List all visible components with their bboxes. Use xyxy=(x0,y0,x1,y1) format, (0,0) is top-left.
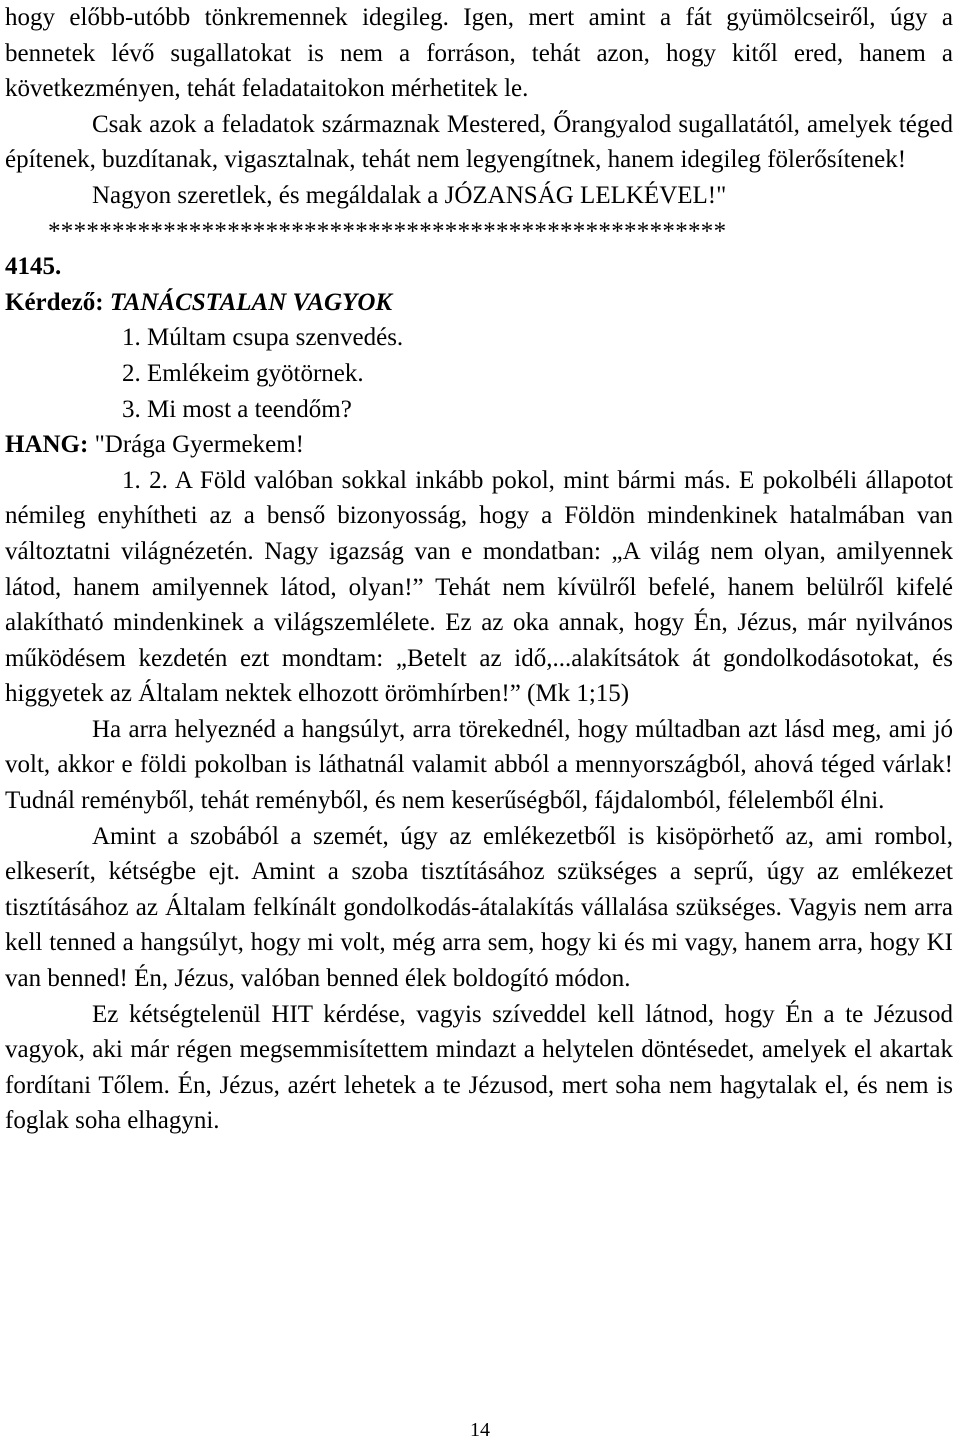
question-item: 2. Emlékeim gyötörnek. xyxy=(122,359,364,387)
answer-paragraph: Amint a szobából a szemét, úgy az emlékezetből is kisöpörhető az, ami rombol, elkeserít, kétségbe ejt. Amint a szoba tisztításához szükséges a seprű, úgy az emlékezet tisztításához az Általam felkínált gondolkodás-átalakítás vállalása szükséges. Vagyis nem arra kell tenned a hangsúlyt, hogy mi volt, még arra sem, hogy ki és mi vagy, hanem arra, hogy KI van benned! Én, Jézus, valóban benned élek boldogító módon. xyxy=(5,822,953,993)
answer-paragraph: Ez kétségtelenül HIT kérdése, vagyis szíveddel kell látnod, hogy Én a te Jézusod vagyok, aki már régen megsemmisítettem mindazt a helytelen döntésedet, amelyek el akartak fordítani Tőlem. Én, Jézus, azért lehetek a te Jézusod, mert soha nem hagytalak el, és nem is foglak soha elhagyni. xyxy=(5,1000,953,1135)
closing-blessing: Nagyon szeretlek, és megáldalak a JÓZANSÁG LELKÉVEL!" xyxy=(92,181,727,209)
entry-number: 4145. xyxy=(5,253,62,281)
question-item: 1. Múltam csupa szenvedés. xyxy=(122,324,404,352)
hang-label: HANG: xyxy=(5,431,89,459)
question-item: 3. Mi most a teendőm? xyxy=(122,395,352,423)
question-list xyxy=(5,320,953,427)
intro-paragraph: Csak azok a feladatok származnak Mestered, Őrangyalod sugallatától, amelyek téged építenek, buzdítanak, vigasztalnak, tehát nem legyengítnek, hanem idegileg fölerősítenek! xyxy=(5,110,953,174)
section-separator: ***************************************************** xyxy=(48,217,727,245)
asker-label: Kérdező: xyxy=(5,288,104,316)
document-page xyxy=(5,0,953,1139)
hang-line xyxy=(5,427,953,463)
asker-subject: TANÁCSTALAN VAGYOK xyxy=(109,288,393,316)
answer-paragraph: Ha arra helyeznéd a hangsúlyt, arra törekednél, hogy múltadban azt lásd meg, ami jó volt, akkor e földi pokolban is láthatnál valamit abból a mennyországból, ahová téged várlak! Tudnál reményből, tehát reményből, és nem keserűségből, fájdalomból, félelemből élni. xyxy=(5,715,953,815)
hang-greeting: "Drága Gyermekem! xyxy=(94,431,304,459)
answer-paragraph: 1. 2. A Föld valóban sokkal inkább pokol, mint bármi más. E pokolbéli állapotot némileg enyhítheti az a benső bizonyosság, hogy a Földön mindenkinek hatalmában van változtatni világnézetén. Nagy igazság van e mondatban: „A világ nem olyan, amilyennek látod, hanem amilyennek látod, olyan!” Tehát nem kívülről befelé, hanem belülről kifelé alakítható mindenkinek a világszemlélete. Ez az oka annak, hogy Én, Jézus, már nyilvános működésem kezdetén ezt mondtam: „Betelt az idő,...alakítsátok át gondolkodásotokat, és higgyetek az Általam nektek elhozott örömhírben!” (Mk 1;15) xyxy=(5,466,953,708)
page-number: 14 xyxy=(470,1419,490,1441)
intro-paragraph: hogy előbb-utóbb tönkremennek idegileg. Igen, mert amint a fát gyümölcseiről, úgy a bennetek lévő sugallatokat is nem a forráson, tehát azon, hogy kitől ered, hanem a következményen, tehát feladataitokon mérhetitek le. xyxy=(5,4,953,103)
asker-line xyxy=(5,285,953,321)
